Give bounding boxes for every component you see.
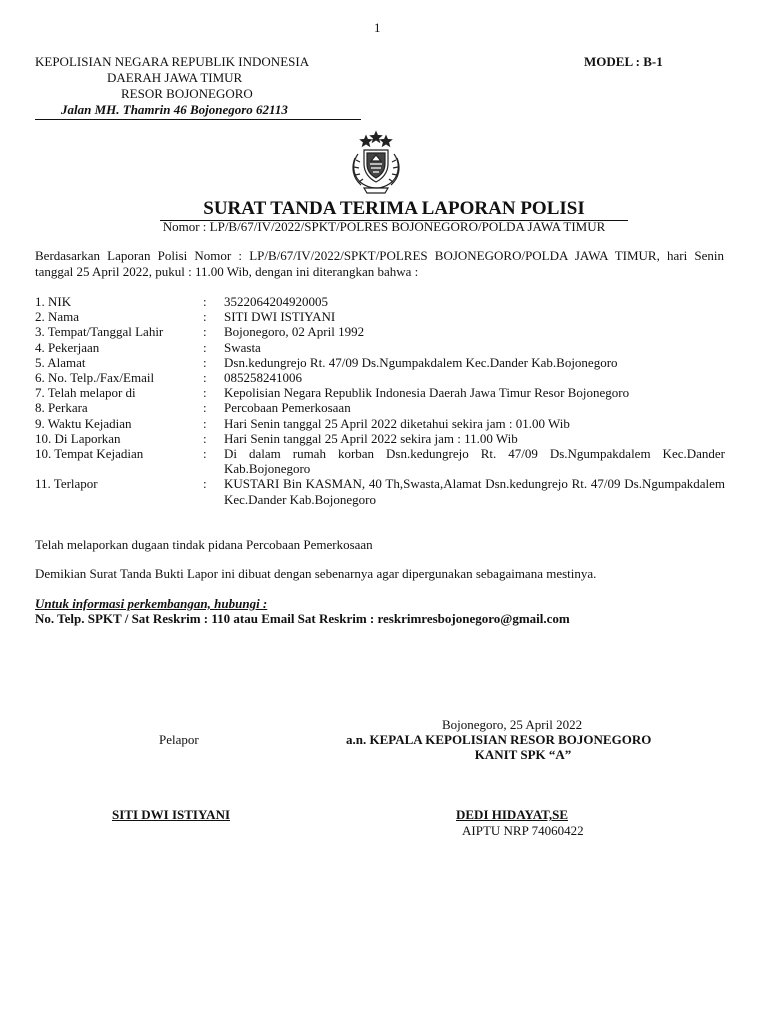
field-row xyxy=(35,446,725,476)
police-emblem-icon xyxy=(336,128,416,198)
official-name: DEDI HIDAYAT,SE xyxy=(456,807,568,822)
field-row xyxy=(35,355,725,370)
field-label: 11. Terlapor xyxy=(35,476,98,492)
official-title: a.n. KEPALA KEPOLISIAN RESOR BOJONEGORO xyxy=(346,732,652,747)
official-rank: AIPTU NRP 74060422 xyxy=(462,823,584,838)
field-value: 3522064204920005 xyxy=(224,294,328,309)
intro-paragraph: Berdasarkan Laporan Polisi Nomor : LP/B/67/IV/2022/SPKT/POLRES BOJONEGORO/POLDA JAWA TIMUR, hari Senin tanggal 25 April 2022, pukul : 11.00 Wib, dengan ini diterangkan bahwa : xyxy=(35,248,724,279)
field-label: 8. Perkara xyxy=(35,400,88,416)
field-label: 6. No. Telp./Fax/Email xyxy=(35,370,155,386)
field-row xyxy=(35,400,725,415)
field-label: 10. Tempat Kejadian xyxy=(35,446,144,462)
report-statement: Telah melaporkan dugaan tindak pidana Percobaan Pemerkosaan xyxy=(35,537,373,552)
document-title: SURAT TANDA TERIMA LAPORAN POLISI xyxy=(160,198,628,221)
field-separator: : xyxy=(203,446,207,462)
field-row xyxy=(35,431,725,446)
field-row xyxy=(35,340,725,355)
field-label: 2. Nama xyxy=(35,309,80,325)
field-value: Dsn.kedungrejo Rt. 47/09 Ds.Ngumpakdalem Kec.Dander Kab.Bojonegoro xyxy=(224,354,618,370)
field-separator: : xyxy=(203,430,207,446)
letterhead-line-2: DAERAH JAWA TIMUR xyxy=(107,70,243,85)
official-unit: KANIT SPK “A” xyxy=(474,747,572,762)
field-row xyxy=(35,309,725,324)
reporter-name: SITI DWI ISTIYANI xyxy=(112,807,231,822)
field-value: SITI DWI ISTIYANI xyxy=(224,309,336,325)
field-label: 4. Pekerjaan xyxy=(35,339,100,355)
field-separator: : xyxy=(203,294,207,309)
field-label: 3. Tempat/Tanggal Lahir xyxy=(35,324,164,340)
info-contact: No. Telp. SPKT / Sat Reskrim : 110 atau Email Sat Reskrim : reskrimresbojonegoro@gmail.com xyxy=(35,611,570,626)
field-row xyxy=(35,370,725,385)
field-row xyxy=(35,294,725,309)
letterhead-address: Jalan MH. Thamrin 46 Bojonegoro 62113 xyxy=(35,102,361,120)
closing-statement: Demikian Surat Tanda Bukti Lapor ini dibuat dengan sebenarnya agar dipergunakan sebagaimana mestinya. xyxy=(35,566,597,581)
field-separator: : xyxy=(203,370,207,386)
field-separator: : xyxy=(203,476,207,492)
info-heading: Untuk informasi perkembangan, hubungi : xyxy=(35,596,268,611)
document-number: Nomor : LP/B/67/IV/2022/SPKT/POLRES BOJONEGORO/POLDA JAWA TIMUR xyxy=(162,219,606,234)
field-separator: : xyxy=(203,324,207,340)
field-separator: : xyxy=(203,400,207,416)
field-value: Hari Senin tanggal 25 April 2022 sekira jam : 11.00 Wib xyxy=(224,430,518,446)
field-separator: : xyxy=(203,339,207,355)
field-value: 085258241006 xyxy=(224,370,302,386)
field-value: Di dalam rumah korban Dsn.kedungrejo Rt. 47/09 Ds.Ngumpakdalem Kec.Dander Kab.Bojonegoro xyxy=(224,446,725,477)
model-code: MODEL : B-1 xyxy=(584,54,663,69)
field-separator: : xyxy=(203,385,207,401)
field-value: Kepolisian Negara Republik Indonesia Daerah Jawa Timur Resor Bojonegoro xyxy=(224,385,630,401)
field-value: Percobaan Pemerkosaan xyxy=(224,400,351,416)
field-value: Swasta xyxy=(224,339,261,355)
field-value: KUSTARI Bin KASMAN, 40 Th,Swasta,Alamat Dsn.kedungrejo Rt. 47/09 Ds.Ngumpakdalem Kec.Dander Kab.Bojonegoro xyxy=(224,476,725,507)
letterhead xyxy=(35,54,365,120)
letterhead-line-1: KEPOLISIAN NEGARA REPUBLIK INDONESIA xyxy=(35,54,310,69)
reporter-label: Pelapor xyxy=(159,732,199,747)
field-label: 10. Di Laporkan xyxy=(35,430,121,446)
field-label: 7. Telah melapor di xyxy=(35,385,136,401)
field-separator: : xyxy=(203,309,207,325)
letterhead-line-3: RESOR BOJONEGORO xyxy=(121,86,253,101)
field-label: 9. Waktu Kejadian xyxy=(35,415,132,431)
field-label: 5. Alamat xyxy=(35,354,86,370)
field-separator: : xyxy=(203,415,207,431)
page-number: 1 xyxy=(374,20,381,35)
field-row xyxy=(35,416,725,431)
field-row xyxy=(35,476,725,506)
field-value: Hari Senin tanggal 25 April 2022 diketahui sekira jam : 01.00 Wib xyxy=(224,415,570,431)
report-fields xyxy=(35,294,725,507)
field-value: Bojonegoro, 02 April 1992 xyxy=(224,324,365,340)
signature-date: Bojonegoro, 25 April 2022 xyxy=(442,717,583,732)
field-row xyxy=(35,324,725,339)
field-separator: : xyxy=(203,354,207,370)
field-label: 1. NIK xyxy=(35,294,72,309)
field-row xyxy=(35,385,725,400)
